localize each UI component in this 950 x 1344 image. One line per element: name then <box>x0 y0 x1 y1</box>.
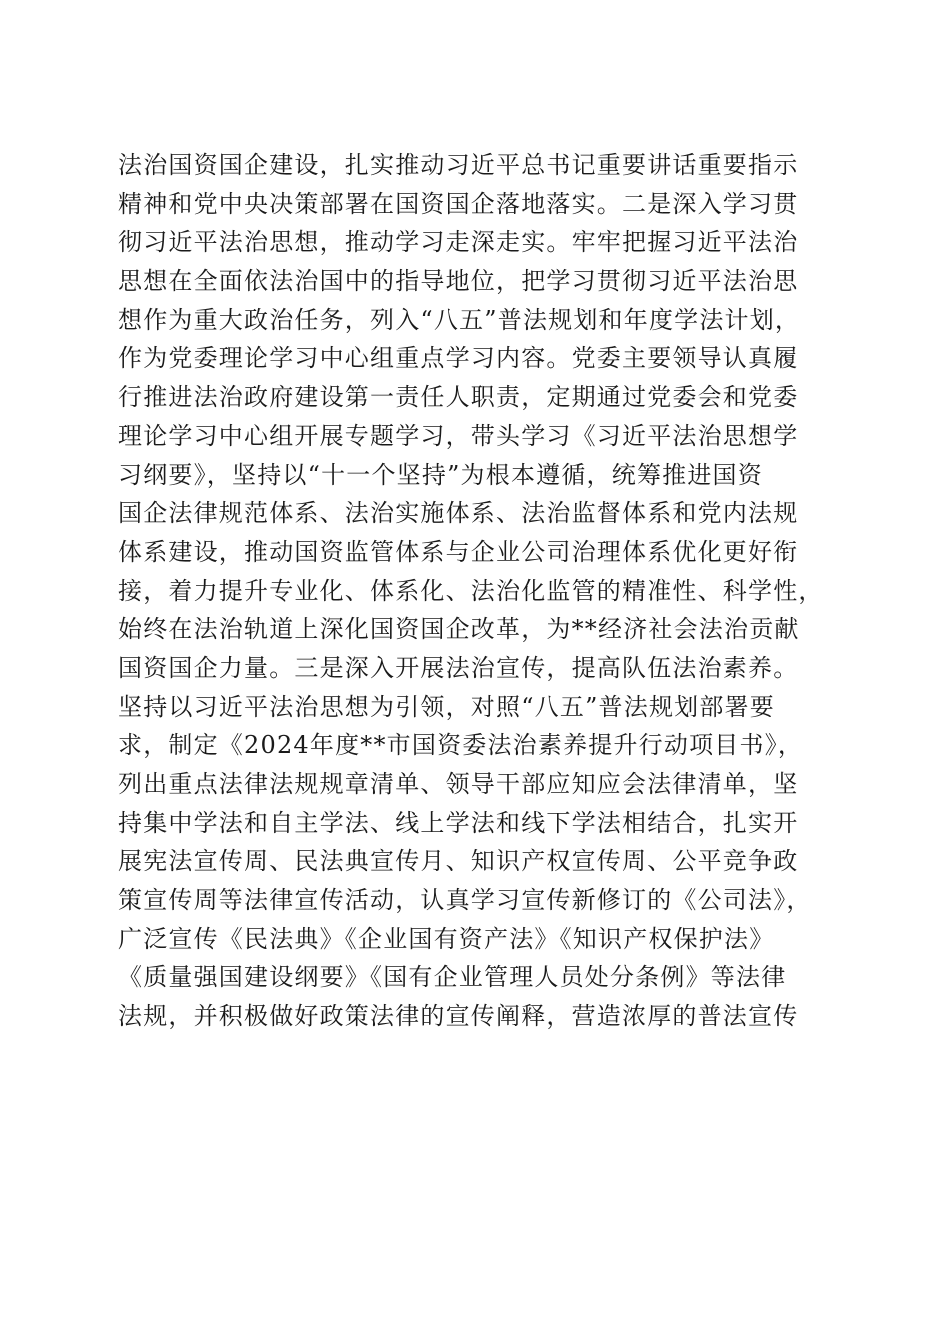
text-line: 彻习近平法治思想，推动学习走深走实。牢牢把握习近平法治 <box>118 228 799 257</box>
text-line: 习纲要》，坚持以“十一个坚持”为根本遵循，统筹推进国资 <box>118 460 763 489</box>
text-line: 始终在法治轨道上深化国资国企改革，为**经济社会法治贡献 <box>118 615 800 644</box>
text-line: 《质量强国建设纲要》《国有企业管理人员处分条例》等法律 <box>118 963 787 992</box>
text-line: 持集中学法和自主学法、线上学法和线下学法相结合，扎实开 <box>118 808 799 837</box>
text-line: 想作为重大政治任务，列入“八五”普法规划和年度学法计划， <box>118 305 801 334</box>
text-line: 行推进法治政府建设第一责任人职责，定期通过党委会和党委 <box>118 383 799 412</box>
text-line: 展宪法宣传周、民法典宣传月、知识产权宣传周、公平竞争政 <box>118 847 799 876</box>
body-text <box>118 146 838 1036</box>
text-line: 理论学习中心组开展专题学习，带头学习《习近平法治思想学 <box>118 421 799 450</box>
text-line: 坚持以习近平法治思想为引领，对照“八五”普法规划部署要 <box>118 692 775 721</box>
text-line: 接，着力提升专业化、体系化、法治化监管的精准性、科学性， <box>118 576 824 605</box>
text-line: 精神和党中央决策部署在国资国企落地落实。二是深入学习贯 <box>118 189 799 218</box>
text-line: 求，制定《2024年度**市国资委法治素养提升行动项目书》， <box>118 731 804 760</box>
text-line: 国企法律规范体系、法治实施体系、法治监督体系和党内法规 <box>118 499 799 528</box>
text-line: 国资国企力量。三是深入开展法治宣传，提高队伍法治素养。 <box>118 653 799 682</box>
text-line: 作为党委理论学习中心组重点学习内容。党委主要领导认真履 <box>118 344 799 373</box>
text-line: 策宣传周等法律宣传活动，认真学习宣传新修订的《公司法》， <box>118 886 812 915</box>
text-line: 广泛宣传《民法典》《企业国有资产法》《知识产权保护法》 <box>118 924 775 953</box>
text-line: 体系建设，推动国资监管体系与企业公司治理体系优化更好衔 <box>118 537 799 566</box>
text-line: 列出重点法律法规规章清单、领导干部应知应会法律清单，坚 <box>118 770 799 798</box>
text-line: 思想在全面依法治国中的指导地位，把学习贯彻习近平法治思 <box>118 267 799 296</box>
text-line: 法规，并积极做好政策法律的宣传阐释，营造浓厚的普法宣传 <box>118 1002 799 1031</box>
text-line: 法治国资国企建设，扎实推动习近平总书记重要讲话重要指示 <box>118 151 799 179</box>
